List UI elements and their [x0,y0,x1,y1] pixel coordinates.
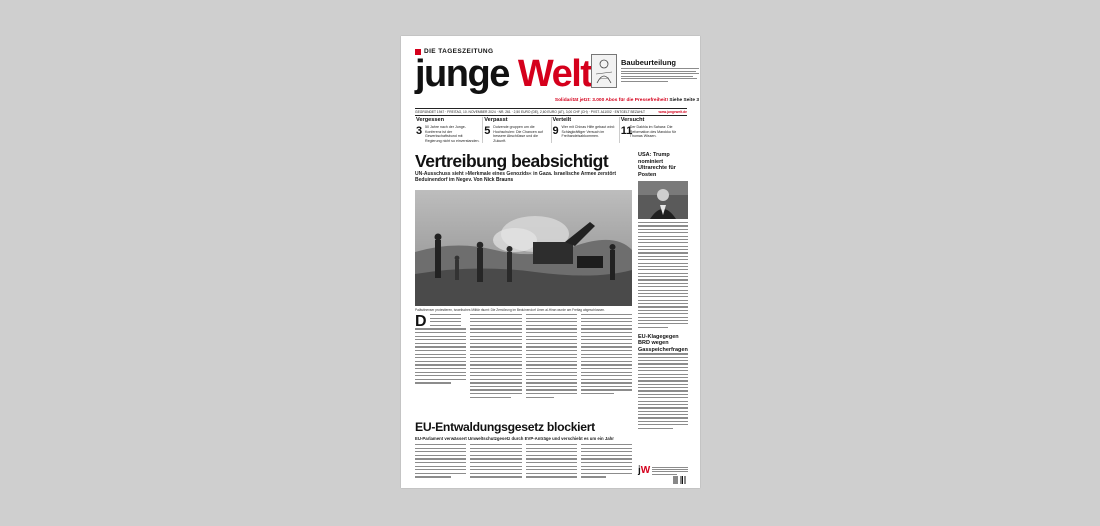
jw-logo-j: j [638,465,641,476]
teaser-text: 50 Jahre nach der Junge-Konferenz ist der Gewerkschaftsbund mit Regierung nicht so einverstanden. [425,125,480,143]
jw-logo-w: W [640,465,651,476]
logo-junge: junge [415,53,518,95]
website-link[interactable]: www.jungewelt.de [658,110,687,114]
side-feature-title[interactable]: Baubeurteilung [621,58,677,67]
solidarity-page-ref: Siehe Seite 3 [669,98,699,103]
solidarity-banner[interactable] [523,98,699,103]
solidarity-text: Solidarität jetzt: 3.000 Abos für die Pressefreiheit! [554,98,669,103]
second-column-3 [526,444,577,484]
lead-headline[interactable]: Vertreibung beabsichtigt [415,151,609,171]
lead-column-4 [581,314,632,414]
portrait-photo-icon[interactable] [638,181,688,219]
teaser-label: Vergessen [416,117,444,123]
teaser-label: Verpasst [484,117,508,123]
sidebar-headline-1[interactable]: USA: Trump nominiert Ultrarechte für Posten [638,152,676,178]
teaser-2[interactable] [483,117,551,143]
sidebar-headline-2[interactable]: EU-Klagegegen BRD wegen Gasspeicherfragen [638,333,688,353]
photo-caption: Palästinenser protestieren, israelisches Militär räumt: Die Zerstörung im Beduinendorf Umm al-Hiran wurde am Freitag abgeschlossen. [415,308,606,312]
lead-subline [415,171,625,184]
side-feature-text [621,68,699,84]
teaser-text: Der Dakhla im Sahara: Die Reformation des Marokko für Thomas Wissen. [629,125,677,139]
lead-column-3 [526,314,577,414]
second-column-1 [415,444,466,484]
teaser-row [415,117,687,143]
lead-subline-text: UN-Ausschuss sieht »Merkmale eines Genozids« in Gaza. Israelische Armee zerstört Beduinendorf im Negev. [415,171,617,184]
logo-welt: Welt [517,53,592,95]
teaser-4[interactable] [620,117,687,143]
right-sidebar [638,152,688,482]
teaser-text: Wer mit Chinas Hilfe gebaut wird: Schlagkräftiger Versuch im Freihandelsabkommen. [561,125,615,139]
tagline-text: DIE TAGESZEITUNG [424,48,494,55]
teaser-page-number: 11 [620,125,633,137]
second-subline: EU-Parlament verwässert Umweltschutzgesetz durch EVP-Anträge und verschiebt es um ein Jahr [415,436,614,441]
newspaper-front-page [401,36,700,488]
teaser-page-number: 3 [416,125,423,137]
cartoon-illustration-icon [591,54,617,88]
teaser-3[interactable] [552,117,620,143]
teaser-page-number: 9 [552,125,559,137]
lead-byline: Von Nick Brauns [473,177,514,184]
newspaper-logo[interactable] [415,55,591,93]
teaser-1[interactable] [415,117,483,143]
lead-article-body [415,314,632,414]
teaser-label: Verteilt [552,117,572,123]
drop-cap: D [415,313,427,330]
teaser-text: Dutzende gruppen um die Hochschulen: Die Chancen auf bessere Abschlüsse und die Zukunft. [493,125,543,143]
barcode-icon [673,476,687,484]
second-column-2 [470,444,521,484]
second-article-body [415,444,632,484]
news-photo-demolition-icon[interactable] [415,190,632,306]
jw-logo-icon [638,466,650,476]
masthead [415,48,699,108]
jw-imprint-text [652,467,688,476]
issue-info: GEGRÜNDET 1947 · FREITAG, 10. NOVEMBER 2024 · NR. 261 · 2,50 EURO (DE), 2,60 EURO (AT), 3,00 CHF (CH) · PVST. A11002 · ENTGELT BEZAHLT [415,110,646,114]
teaser-page-number: 5 [484,125,491,137]
second-headline[interactable]: EU-Entwaldungsgesetz blockiert [415,420,595,434]
lead-column-1 [415,314,466,414]
second-column-4 [581,444,632,484]
issue-info-bar [415,108,687,116]
lead-column-2 [470,314,521,414]
teaser-label: Versucht [620,117,645,123]
